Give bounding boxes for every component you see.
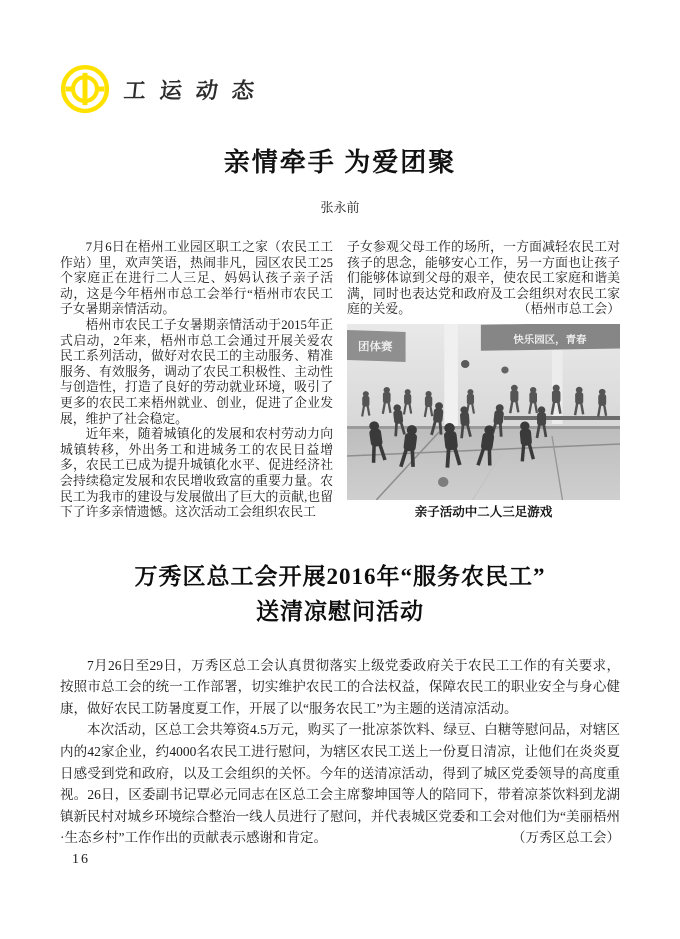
page-content [0, 142, 680, 849]
article2-attribution: （万秀区总工会） [512, 830, 620, 846]
paragraph: 7月6日在梧州工业园区职工之家（农民工工作站）里，欢声笑语，热闹非凡，园区农民工25个家庭正在进行二人三足、妈妈认孩子亲子活动，这是今年梧州市总工会举行“梧州市农民工子女暑期亲情活动。 [60, 240, 333, 317]
left-column [60, 240, 333, 521]
right-column [347, 240, 620, 521]
article-family-reunion [60, 142, 620, 521]
photo-caption: 亲子活动中二人三足游戏 [414, 504, 553, 519]
two-column-body [60, 240, 620, 521]
paragraph: 7月26日至29日，万秀区总工会认真贯彻落实上级党委政府关于农民工工作的有关要求，按照市总工会的统一工作部署，切实维护农民工的合法权益，保障农民工的职业安全与身心健康，做好农民工防暑度夏工作，开展了以“服务农民工”为主题的送清凉活动。 [60, 657, 620, 716]
photo-banner-right-text: 快乐园区，青春 [513, 335, 587, 346]
section-title: 工运动态 [122, 77, 270, 103]
paragraph-continuation [347, 240, 620, 318]
article2-title-line2: 送清凉慰问活动 [256, 598, 424, 624]
union-emblem-icon [60, 64, 110, 114]
article1-attribution: （梧州市总工会） [517, 302, 620, 317]
article2-body [60, 655, 620, 849]
article1-author: 张永前 [320, 200, 360, 215]
paragraph-text: 本次活动，区总工会共筹资4.5万元，购买了一批凉茶饮料、绿豆、白糖等慰问品，对辖区内的42家企业，约4000名农民工进行慰问，为辖区农民工送上一份夏日清凉，让他们在炎炎夏日感受到党和政府，以及工会组织的关怀。今年的送清凉活动，得到了城区党委领导的高度重视。26日，区委副书记覃必元同志在区总工会主席黎坤国等人的陪同下，带着凉茶饮料到龙湖镇新民村对城乡环境综合整治一线人员进行了慰问，并代表城区党委和工会对他们为“美丽梧州·生态乡村”工作作出的贡献表示感谢和肯定。 [60, 722, 620, 846]
article-songqingliang [60, 559, 620, 849]
article1-title: 亲情牵手 为爱团聚 [223, 148, 457, 177]
page-header [0, 0, 680, 114]
article1-photo [347, 324, 620, 521]
article2-title-line1: 万秀区总工会开展2016年“服务农民工” [134, 563, 546, 589]
photo-banner-left-text: 团体赛 [357, 341, 393, 353]
page-number: 16 [72, 852, 90, 867]
article2-title [60, 559, 620, 629]
paragraph: 近年来，随着城镇化的发展和农村劳动力向城镇转移，外出务工和进城务工的农民日益增多，农民工已成为提升城镇化水平、促进经济社会持续稳定发展和农民增收致富的重要力量。农民工为我市的建设与发展做出了巨大的贡献,也留下了许多亲情遗憾。这次活动工会组织农民工 [60, 427, 333, 520]
paragraph-with-attribution [60, 719, 620, 849]
paragraph: 梧州市农民工子女暑期亲情活动于2015年正式启动，2年来，梧州市总工会通过开展关爱农民工系列活动，做好对农民工的主动服务、精准服务、有效服务，调动了农民工积极性、主动性与创造性，打造了良好的劳动就业环境，吸引了更多的农民工来梧州就业、创业，促进了企业发展，维护了社会稳定。 [60, 317, 333, 426]
paragraph-text: 子女参观父母工作的场所，一方面减轻农民工对孩子的思念，能够安心工作，另一方面也让孩子们能够体谅到父母的艰辛，使农民工家庭和谐美满，同时也表达党和政府及工会组织对农民工家庭的关爱。 [347, 240, 620, 317]
gym-photo-illustration [347, 324, 620, 500]
